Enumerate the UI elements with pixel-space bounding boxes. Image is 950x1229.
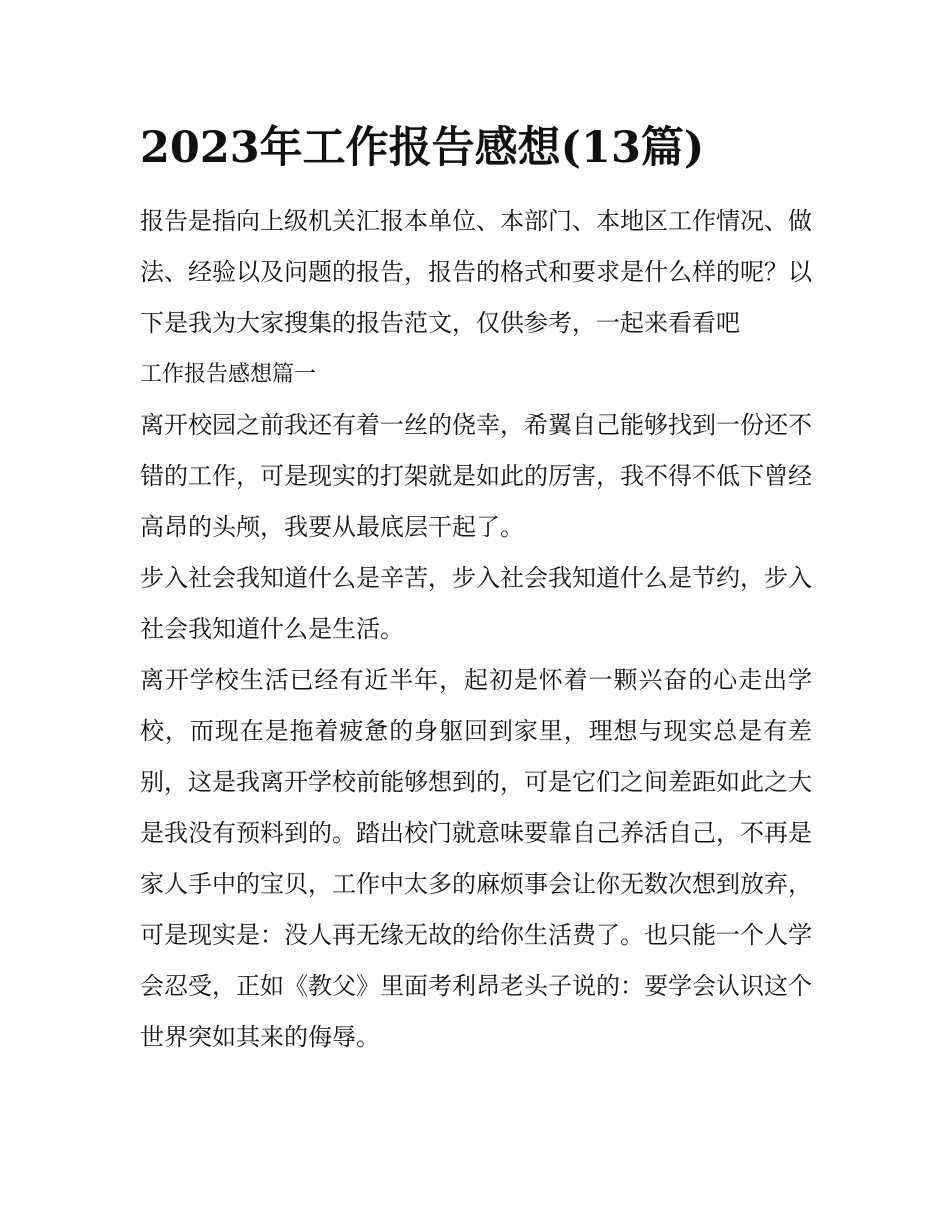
document-body [140,196,812,1063]
body-paragraph-1: 离开校园之前我还有着一丝的侥幸，希翼自己能够找到一份还不错的工作，可是现实的打架就是如此的厉害，我不得不低下曾经高昂的头颅，我要从最底层干起了。 [140,411,812,541]
body-paragraph-2: 步入社会我知道什么是辛苦，步入社会我知道什么是节约，步入社会我知道什么是生活。 [140,564,812,643]
body-paragraph-3: 离开学校生活已经有近半年，起初是怀着一颗兴奋的心走出学校，而现在是拖着疲惫的身躯回到家里，理想与现实总是有差别，这是我离开学校前能够想到的，可是它们之间差距如此之大是我没有预料到的。踏出校门就意味要靠自己养活自己，不再是家人手中的宝贝，工作中太多的麻烦事会让你无数次想到放弃，可是现实是：没人再无缘无故的给你生活费了。也只能一个人学会忍受，正如《教父》里面考利昂老头子说的：要学会认识这个世界突如其来的侮辱。 [140,666,812,1051]
intro-paragraph: 报告是指向上级机关汇报本单位、本部门、本地区工作情况、做法、经验以及问题的报告，报告的格式和要求是什么样的呢？以下是我为大家搜集的报告范文，仅供参考，一起来看看吧 [140,207,812,337]
section-heading: 工作报告感想篇一 [140,362,317,387]
document-title: 2023年工作报告感想(13篇) [140,123,705,173]
